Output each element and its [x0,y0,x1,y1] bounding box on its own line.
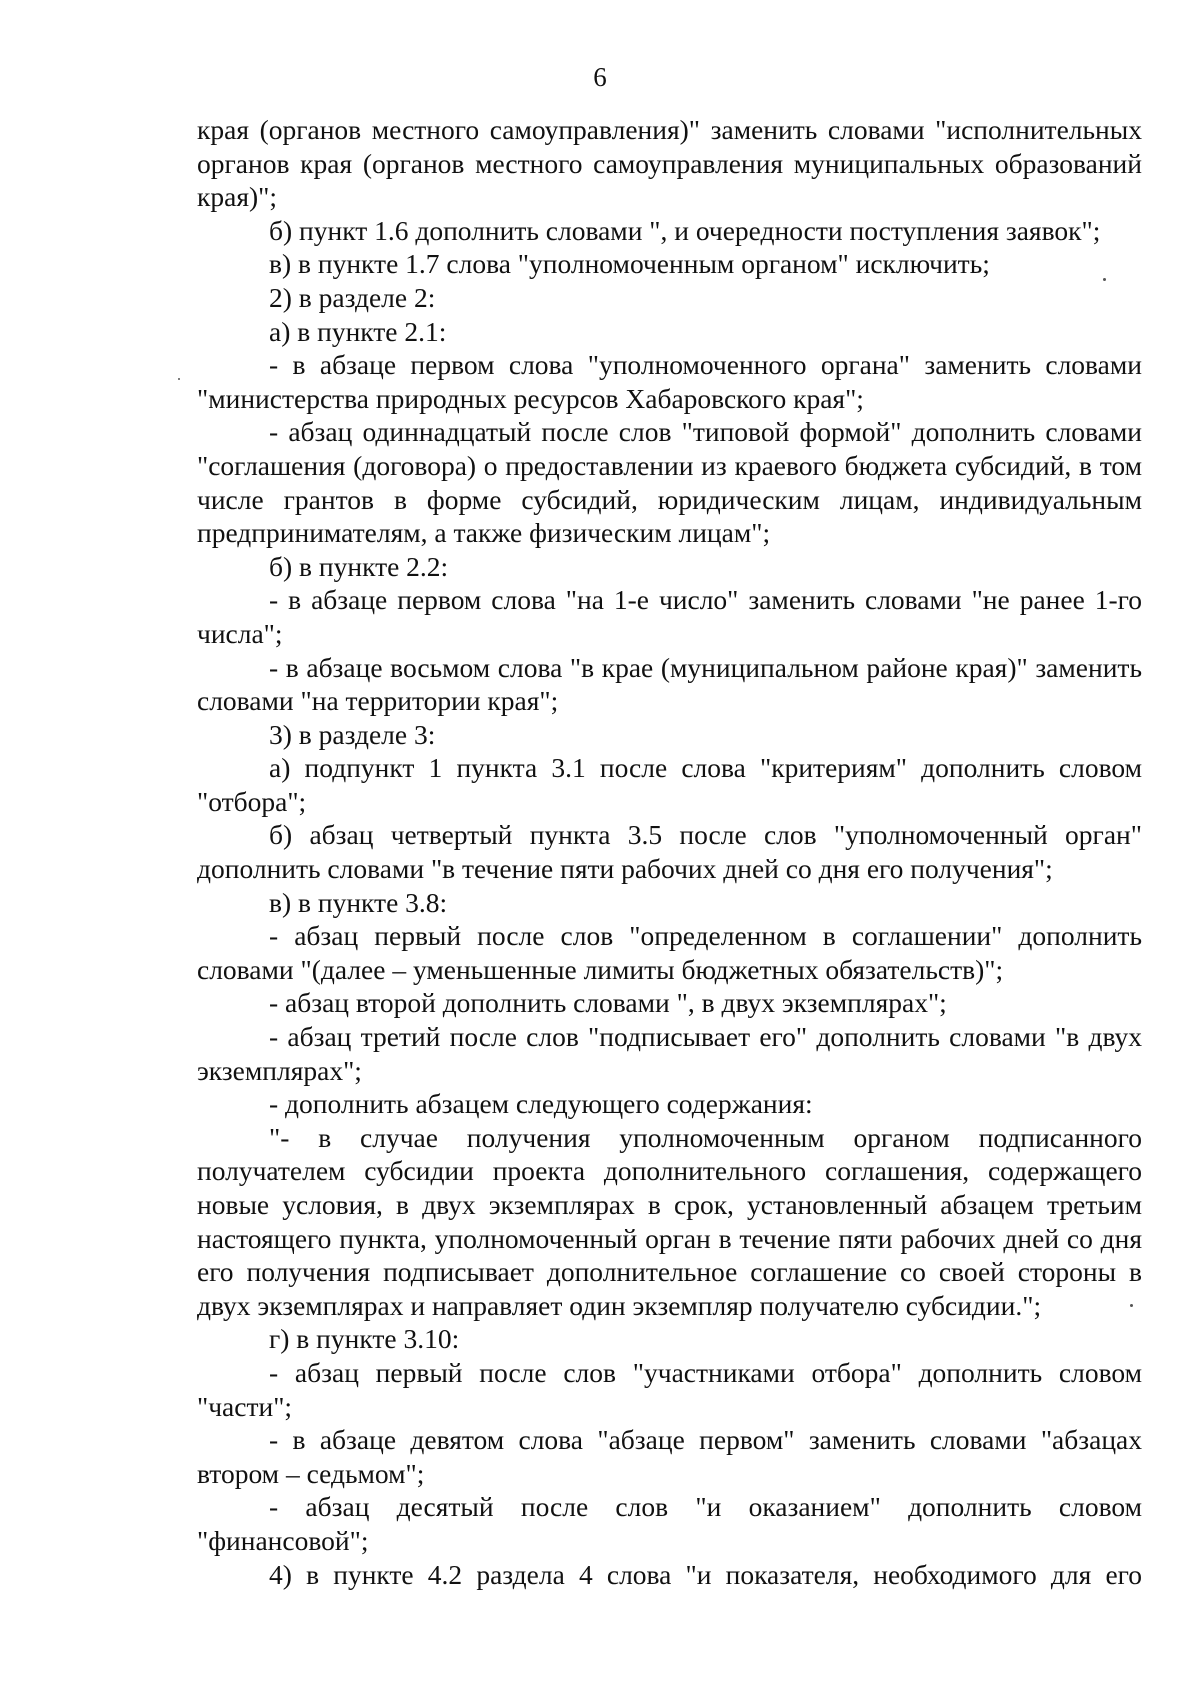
scan-speck [178,378,180,380]
page-number: 6 [593,62,607,92]
paragraph-7: - абзац одиннадцатый после слов "типовой формой" дополнить словами "соглашения (договора) о предоставлении из краевого бюджета субсидий, в том числе грантов в форме субсидий, юридическим лицам, индивидуальным предпринимателям, а также физическим лицам"; [197,416,1142,549]
paragraph-10: - в абзаце восьмом слова "в крае (муниципальном районе края)" заменить словами "на территории края"; [197,651,1142,717]
paragraph-6: - в абзаце первом слова "уполномоченного органа" заменить словами "министерства природных ресурсов Хабаровского края"; [197,349,1142,414]
paragraph-15: - абзац первый после слов "определенном в соглашении" дополнить словами "(далее – уменьшенные лимиты бюджетных обязательств)"; [197,920,1142,985]
paragraph-24: 4) в пункте 4.2 раздела 4 слова "и показателя, необходимого для его [269,1558,1142,1590]
paragraph-8: б) в пункте 2.2: [269,550,449,582]
paragraph-1: края (органов местного самоуправления)" заменить словами "исполнительных органов края (органов местного самоуправления муниципальных образований края)"; [197,114,1142,213]
paragraph-9: - в абзаце первом слова "на 1-е число" заменить словами "не ранее 1-го числа"; [197,584,1142,649]
paragraph-2: б) пункт 1.6 дополнить словами ", и очередности поступления заявок"; [269,214,1101,246]
paragraph-22: - в абзаце девятом слова "абзаце первом" заменить словами "абзацах втором – седьмом"; [197,1424,1142,1489]
paragraph-20: г) в пункте 3.10: [269,1323,460,1355]
document-body [197,113,1142,1591]
paragraph-21: - абзац первый после слов "участниками отбора" дополнить словом "части"; [197,1356,1142,1422]
paragraph-18: - дополнить абзацем следующего содержания: [269,1088,813,1120]
paragraph-12: а) подпункт 1 пункта 3.1 после слова "критериям" дополнить словом "отбора"; [197,752,1142,817]
paragraph-13: б) абзац четвертый пункта 3.5 после слов "уполномоченный орган" дополнить словами "в течение пяти рабочих дней со дня его получения"; [197,819,1142,885]
scan-speck [1103,278,1106,281]
paragraph-23: - абзац десятый после слов "и оказанием" дополнить словом "финансовой"; [197,1491,1142,1556]
paragraph-3: в) в пункте 1.7 слова "уполномоченным органом" исключить; [269,248,990,280]
paragraph-16: - абзац второй дополнить словами ", в двух экземплярах"; [269,987,947,1019]
paragraph-17: - абзац третий после слов "подписывает его" дополнить словами "в двух экземплярах"; [197,1021,1142,1086]
scan-speck [1130,1304,1133,1307]
paragraph-5: а) в пункте 2.1: [269,315,447,347]
paragraph-4: 2) в разделе 2: [269,281,436,313]
paragraph-11: 3) в разделе 3: [269,718,436,750]
paragraph-14: в) в пункте 3.8: [269,886,448,918]
paragraph-19: "- в случае получения уполномоченным органом подписанного получателем субсидии проекта дополнительного соглашения, содержащего новые условия, в двух экземплярах в срок, установленный абзацем третьим настоящего пункта, уполномоченный орган в течение пяти рабочих дней со дня его получения подписывает дополнительное соглашение со своей стороны в двух экземплярах и направляет один экземпляр получателю субсидии."; [197,1121,1142,1321]
